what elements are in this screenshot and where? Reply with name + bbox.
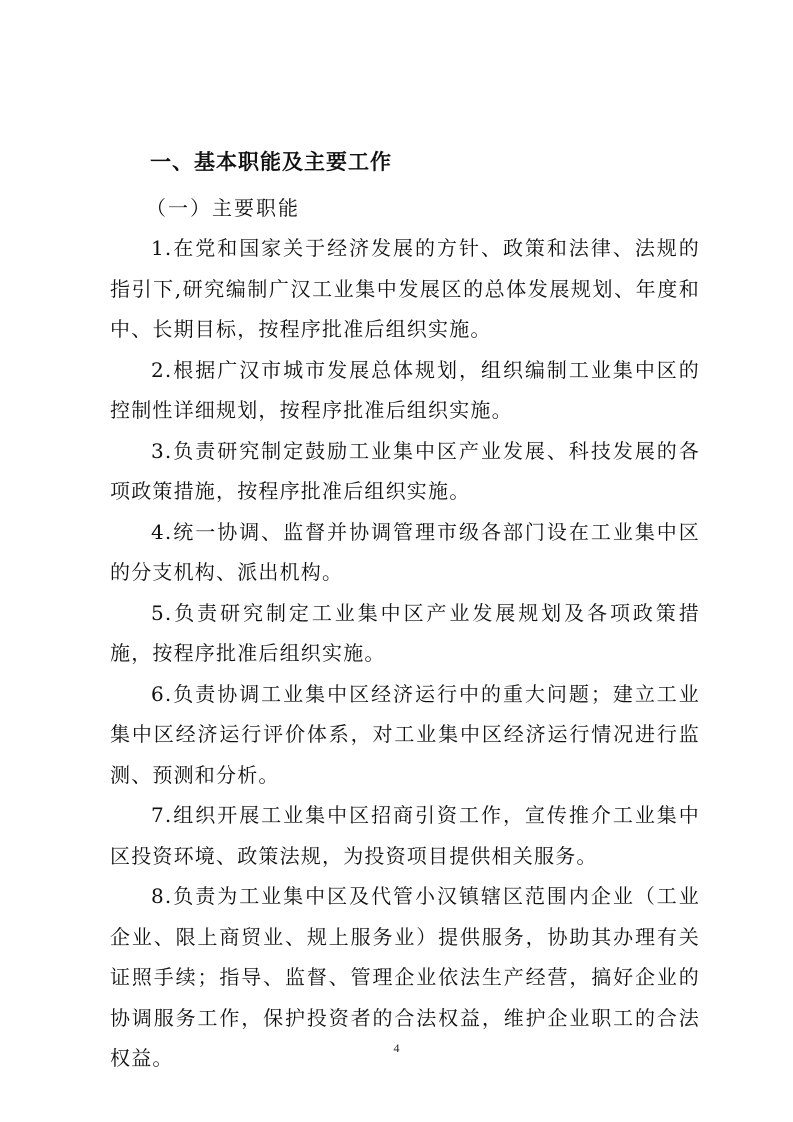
duty-paragraph-1: 1.在党和国家关于经济发展的方针、政策和法律、法规的指引下,研究编制广汉工业集中发展区的总体发展规划、年度和中、长期目标，按程序批准后组织实施。 xyxy=(110,236,700,341)
duty-paragraph-4: 4.统一协调、监督并协调管理市级各部门设在工业集中区的分支机构、派出机构。 xyxy=(110,519,700,584)
duty-paragraph-7: 7.组织开展工业集中区招商引资工作，宣传推介工业集中区投资环境、政策法规，为投资项目提供相关服务。 xyxy=(110,803,700,868)
duty-paragraph-5: 5.负责研究制定工业集中区产业发展规划及各项政策措施，按程序批准后组织实施。 xyxy=(110,600,700,665)
subsection-heading: （一）主要职能 xyxy=(146,196,300,220)
duty-paragraph-3: 3.负责研究制定鼓励工业集中区产业发展、科技发展的各项政策措施，按程序批准后组织实施。 xyxy=(110,438,700,503)
page-number: 4 xyxy=(393,1041,400,1055)
duty-paragraph-6: 6.负责协调工业集中区经济运行中的重大问题；建立工业集中区经济运行评价体系，对工业集中区经济运行情况进行监测、预测和分析。 xyxy=(110,681,700,787)
duty-paragraph-2: 2.根据广汉市城市发展总体规划，组织编制工业集中区的控制性详细规划，按程序批准后组织实施。 xyxy=(110,357,700,422)
section-heading: 一、基本职能及主要工作 xyxy=(150,150,392,174)
duty-paragraph-8: 8.负责为工业集中区及代管小汉镇辖区范围内企业（工业企业、限上商贸业、规上服务业）提供服务，协助其办理有关证照手续；指导、监督、管理企业依法生产经营，搞好企业的协调服务工作，保护投资者的合法权益，维护企业职工的合法权益。 xyxy=(110,884,700,1070)
main-content xyxy=(110,142,700,1079)
